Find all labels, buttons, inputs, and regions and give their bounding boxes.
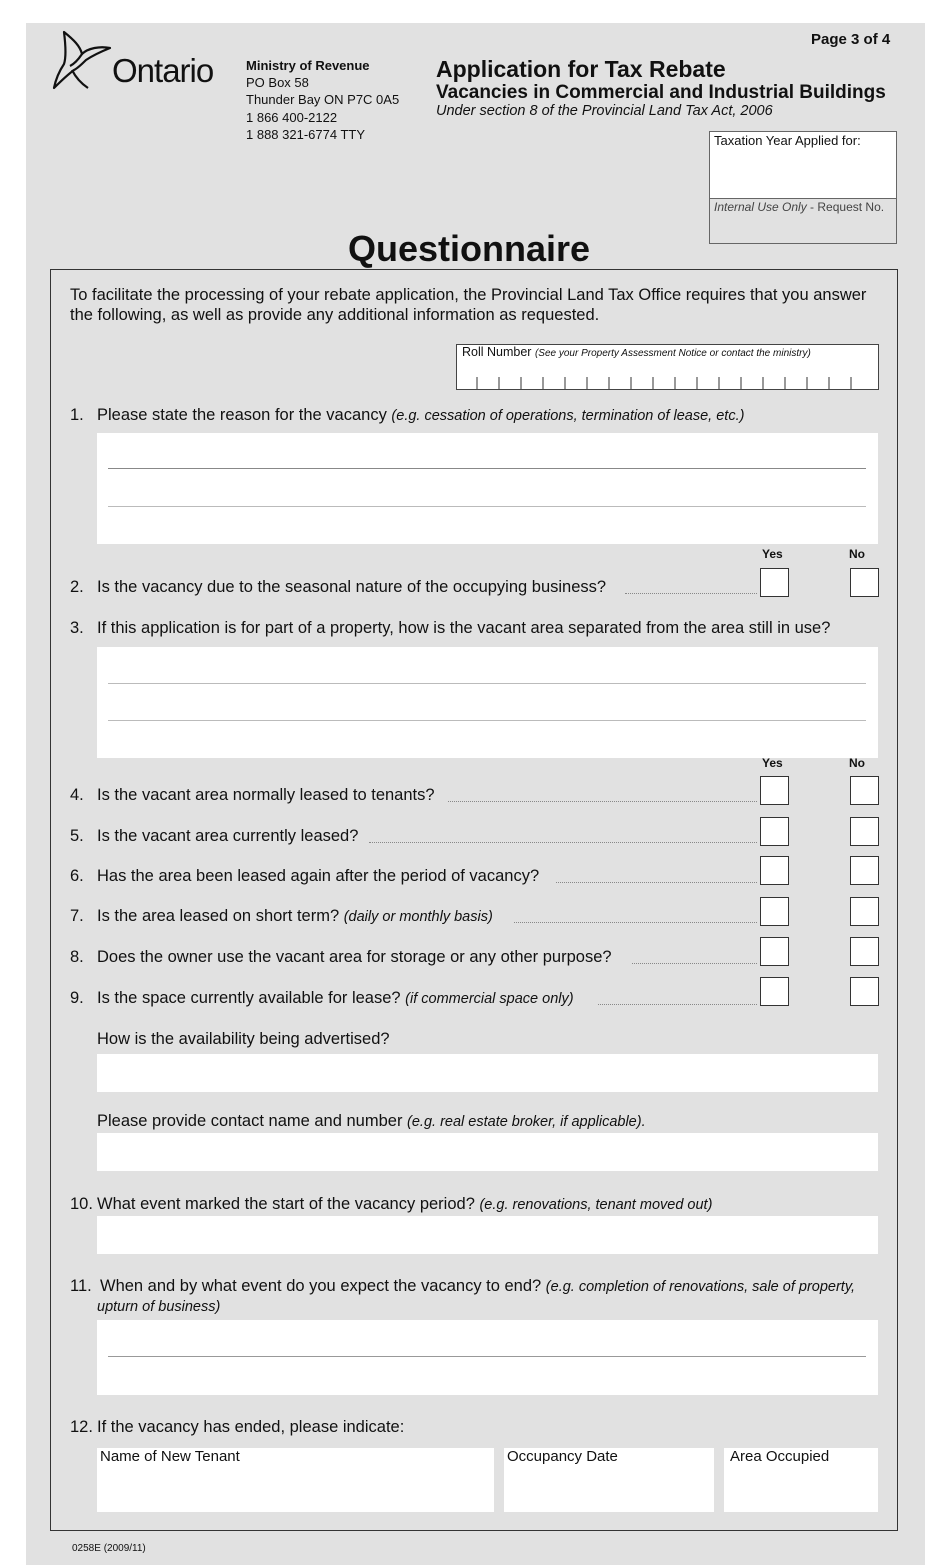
question-number: 7. — [70, 907, 84, 925]
question-5-text: Is the vacant area currently leased? — [97, 827, 359, 845]
question-11-answer-field[interactable] — [97, 1320, 878, 1395]
roll-number-tick-marks — [457, 377, 878, 389]
taxation-year-label: Taxation Year Applied for: — [714, 133, 861, 148]
question-1-hint: (e.g. cessation of operations, termination of lease, etc.) — [391, 408, 745, 424]
act-reference: Under section 8 of the Provincial Land Tax Act, 2006 — [436, 103, 773, 119]
ontario-logo-text: Ontario — [112, 52, 214, 89]
question-5-yes-checkbox[interactable] — [760, 817, 789, 846]
question-number: 8. — [70, 948, 84, 966]
address-line2: Thunder Bay ON P7C 0A5 — [246, 92, 400, 107]
question-number: 6. — [70, 867, 84, 885]
question-4-text: Is the vacant area normally leased to tenants? — [97, 786, 435, 804]
no-header: No — [849, 756, 865, 770]
question-text — [97, 1195, 712, 1214]
question-2-no-checkbox[interactable] — [850, 568, 879, 597]
leader-dots — [514, 921, 757, 923]
leader-dots — [369, 841, 757, 843]
new-tenant-name-field[interactable] — [97, 1448, 494, 1512]
roll-number-field[interactable] — [456, 344, 879, 390]
leader-dots — [448, 800, 757, 802]
question-4-yes-checkbox[interactable] — [760, 776, 789, 805]
question-8-no-checkbox[interactable] — [850, 937, 879, 966]
question-9b-text: Please provide contact name and number — [97, 1112, 408, 1130]
leader-dots — [598, 1003, 757, 1005]
question-10-answer-field[interactable] — [97, 1216, 878, 1254]
answer-line — [108, 720, 866, 721]
question-2-text: Is the vacancy due to the seasonal nature of the occupying business? — [97, 578, 607, 596]
question-9a-answer-field[interactable] — [97, 1054, 878, 1092]
question-3-text: If this application is for part of a property, how is the vacant area separated from the area still in use? — [97, 619, 831, 637]
taxation-year-box — [709, 131, 897, 244]
question-8-yes-checkbox[interactable] — [760, 937, 789, 966]
question-6-yes-checkbox[interactable] — [760, 856, 789, 885]
area-occupied-label: Area Occupied — [730, 1448, 830, 1465]
question-number: 3. — [70, 619, 84, 637]
leader-dots — [556, 881, 757, 883]
question-7-hint: (daily or monthly basis) — [343, 909, 493, 925]
answer-line — [108, 468, 866, 469]
question-6-no-checkbox[interactable] — [850, 856, 879, 885]
area-occupied-field[interactable] — [724, 1448, 878, 1512]
question-text — [97, 989, 574, 1008]
internal-use-label — [714, 200, 884, 214]
answer-line — [108, 683, 866, 684]
occupancy-date-field[interactable] — [504, 1448, 714, 1512]
roll-number-label — [462, 345, 811, 359]
question-8-text: Does the owner use the vacant area for storage or any other purpose? — [97, 948, 612, 966]
question-9-text: Is the space currently available for lease? — [97, 989, 406, 1007]
form-subtitle: Vacancies in Commercial and Industrial Buildings — [436, 82, 886, 103]
question-2-yes-checkbox[interactable] — [760, 568, 789, 597]
question-1-text: Please state the reason for the vacancy — [97, 406, 392, 424]
roll-number-hint: (See your Property Assessment Notice or contact the ministry) — [534, 348, 811, 359]
question-11-text: When and by what event do you expect the vacancy to end? — [100, 1277, 546, 1295]
question-7-text: Is the area leased on short term? — [97, 907, 344, 925]
roll-number-label-text: Roll Number — [462, 345, 532, 359]
question-text — [100, 1277, 855, 1296]
form-title: Application for Tax Rebate — [436, 56, 726, 82]
question-4-no-checkbox[interactable] — [850, 776, 879, 805]
question-text — [97, 406, 744, 425]
answer-line — [108, 506, 866, 507]
question-11-hint-line2 — [97, 1297, 220, 1316]
leader-dots — [625, 592, 757, 594]
question-number: 4. — [70, 786, 84, 804]
phone: 1 866 400-2122 — [246, 110, 338, 125]
question-11-hint: (e.g. completion of renovations, sale of property, — [545, 1279, 856, 1295]
no-header: No — [849, 547, 865, 561]
question-11-hint2: upturn of business) — [97, 1299, 221, 1315]
question-9b-hint: (e.g. real estate broker, if applicable). — [407, 1114, 646, 1130]
page-heading: Questionnaire — [348, 228, 591, 269]
question-10-hint: (e.g. renovations, tenant moved out) — [479, 1197, 713, 1213]
ministry-name: Ministry of Revenue — [246, 58, 370, 73]
question-6-text: Has the area been leased again after the period of vacancy? — [97, 867, 540, 885]
question-9b-answer-field[interactable] — [97, 1133, 878, 1171]
question-number: 10. — [70, 1195, 93, 1213]
question-number: 2. — [70, 578, 84, 596]
question-9a-text: How is the availability being advertised? — [97, 1030, 390, 1048]
leader-dots — [632, 962, 757, 964]
question-7-no-checkbox[interactable] — [850, 897, 879, 926]
question-9-yes-checkbox[interactable] — [760, 977, 789, 1006]
yes-header: Yes — [762, 547, 783, 561]
page-number: Page 3 of 4 — [811, 31, 891, 48]
new-tenant-label: Name of New Tenant — [100, 1448, 240, 1465]
tty: 1 888 321-6774 TTY — [246, 127, 366, 142]
question-text — [97, 907, 493, 926]
intro-text: To facilitate the processing of your rebate application, the Provincial Land Tax Office requires that you answer the following, as well as provide any additional information as requested. — [70, 286, 867, 324]
ministry-address — [246, 57, 399, 143]
form-code: 0258E (2009/11) — [72, 1543, 146, 1554]
question-9-hint: (if commercial space only) — [405, 991, 574, 1007]
question-number: 12. — [70, 1418, 93, 1436]
yes-header: Yes — [762, 756, 783, 770]
question-number: 5. — [70, 827, 84, 845]
question-number: 11. — [70, 1277, 92, 1295]
address-line1: PO Box 58 — [246, 75, 309, 90]
internal-use-text: Internal Use Only — [714, 200, 807, 214]
question-number: 9. — [70, 989, 84, 1007]
question-number: 1. — [70, 406, 84, 424]
request-no-label: - Request No. — [806, 200, 885, 214]
question-5-no-checkbox[interactable] — [850, 817, 879, 846]
question-9b — [97, 1112, 646, 1131]
occupancy-date-label: Occupancy Date — [507, 1448, 618, 1465]
question-7-yes-checkbox[interactable] — [760, 897, 789, 926]
question-10-text: What event marked the start of the vacancy period? — [97, 1195, 480, 1213]
taxation-year-input[interactable] — [710, 132, 896, 199]
question-1-answer-field[interactable] — [97, 433, 878, 544]
question-9-no-checkbox[interactable] — [850, 977, 879, 1006]
question-12-text: If the vacancy has ended, please indicate: — [97, 1418, 405, 1436]
answer-line — [108, 1356, 866, 1357]
question-3-answer-field[interactable] — [97, 647, 878, 758]
